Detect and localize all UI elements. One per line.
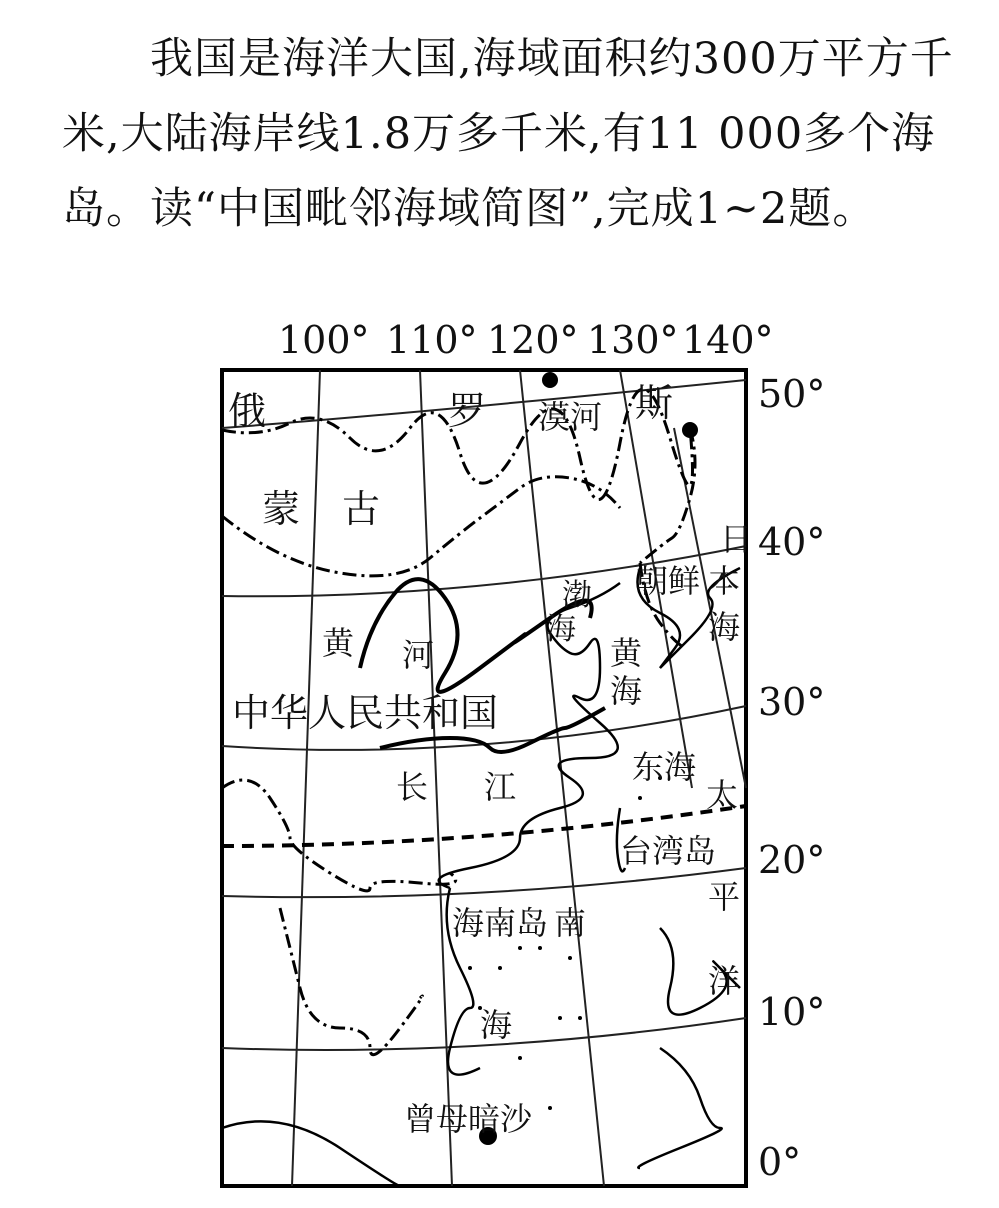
label-mohe: 漠河 — [538, 398, 603, 436]
label-mongolia-meng: 蒙 — [262, 487, 301, 531]
label-south-sea-nan: 南 — [554, 904, 587, 942]
lon-label-130: 130° — [587, 318, 679, 362]
label-hainan: 海南岛 — [452, 904, 549, 942]
label-russia-e: 俄 — [228, 389, 267, 433]
label-yangtze-jiang: 江 — [484, 768, 517, 806]
intro-text: 我国是海洋大国,海域面积约300万平方千米,大陆海岸线1.8万多千米,有11 000多个海岛。读“中国毗邻海域简图”,完成1~2题。 — [62, 34, 954, 234]
label-yellow-river-huang: 黄 — [322, 624, 355, 662]
label-south-sea-hai: 海 — [480, 1006, 513, 1044]
label-mongolia-gu: 古 — [342, 487, 381, 531]
label-japan-sea-ben: 本 — [708, 562, 741, 600]
label-russia-luo: 罗 — [448, 389, 487, 433]
lat-label-30: 30° — [758, 680, 826, 724]
sumatra-coast — [222, 1121, 400, 1186]
label-east-china-sea: 东海 — [632, 748, 697, 786]
borneo — [638, 1048, 721, 1168]
lat-label-50: 50° — [758, 372, 826, 416]
label-zengmu-ansha: 曾母暗沙 — [404, 1100, 533, 1138]
label-pacific-ping: 平 — [708, 878, 741, 916]
lon-label-140: 140° — [682, 318, 774, 362]
label-pacific-yang: 洋 — [708, 962, 741, 1000]
label-japan-sea-ri: 日 — [720, 520, 753, 558]
label-bohai-hai: 海 — [546, 612, 576, 647]
lat-label-20: 20° — [758, 838, 826, 882]
northeast-marker — [682, 422, 698, 438]
label-bohai-bo: 渤 — [562, 578, 592, 613]
meridian-120 — [520, 370, 604, 1186]
lat-label-40: 40° — [758, 520, 826, 564]
label-russia-si: 斯 — [635, 381, 674, 425]
mohe-marker — [542, 372, 558, 388]
lon-label-120: 120° — [487, 318, 579, 362]
lat-label-0: 0° — [758, 1140, 802, 1184]
label-yellow-river-he: 河 — [402, 636, 435, 674]
label-china: 中华人民共和国 — [232, 691, 499, 735]
label-yellow-sea-huang: 黄 — [610, 634, 643, 672]
label-yangtze-chang: 长 — [396, 768, 429, 806]
label-yellow-sea-hai: 海 — [610, 672, 643, 710]
label-japan-sea-hai: 海 — [708, 608, 741, 646]
parallel-20 — [222, 868, 746, 897]
label-korea: 朝鲜 — [636, 562, 701, 600]
lon-label-100: 100° — [278, 318, 370, 362]
lat-label-10: 10° — [758, 990, 826, 1034]
label-taiwan: 台湾岛 — [620, 832, 717, 870]
lon-label-110: 110° — [386, 318, 478, 362]
label-pacific-tai: 太 — [706, 776, 739, 814]
